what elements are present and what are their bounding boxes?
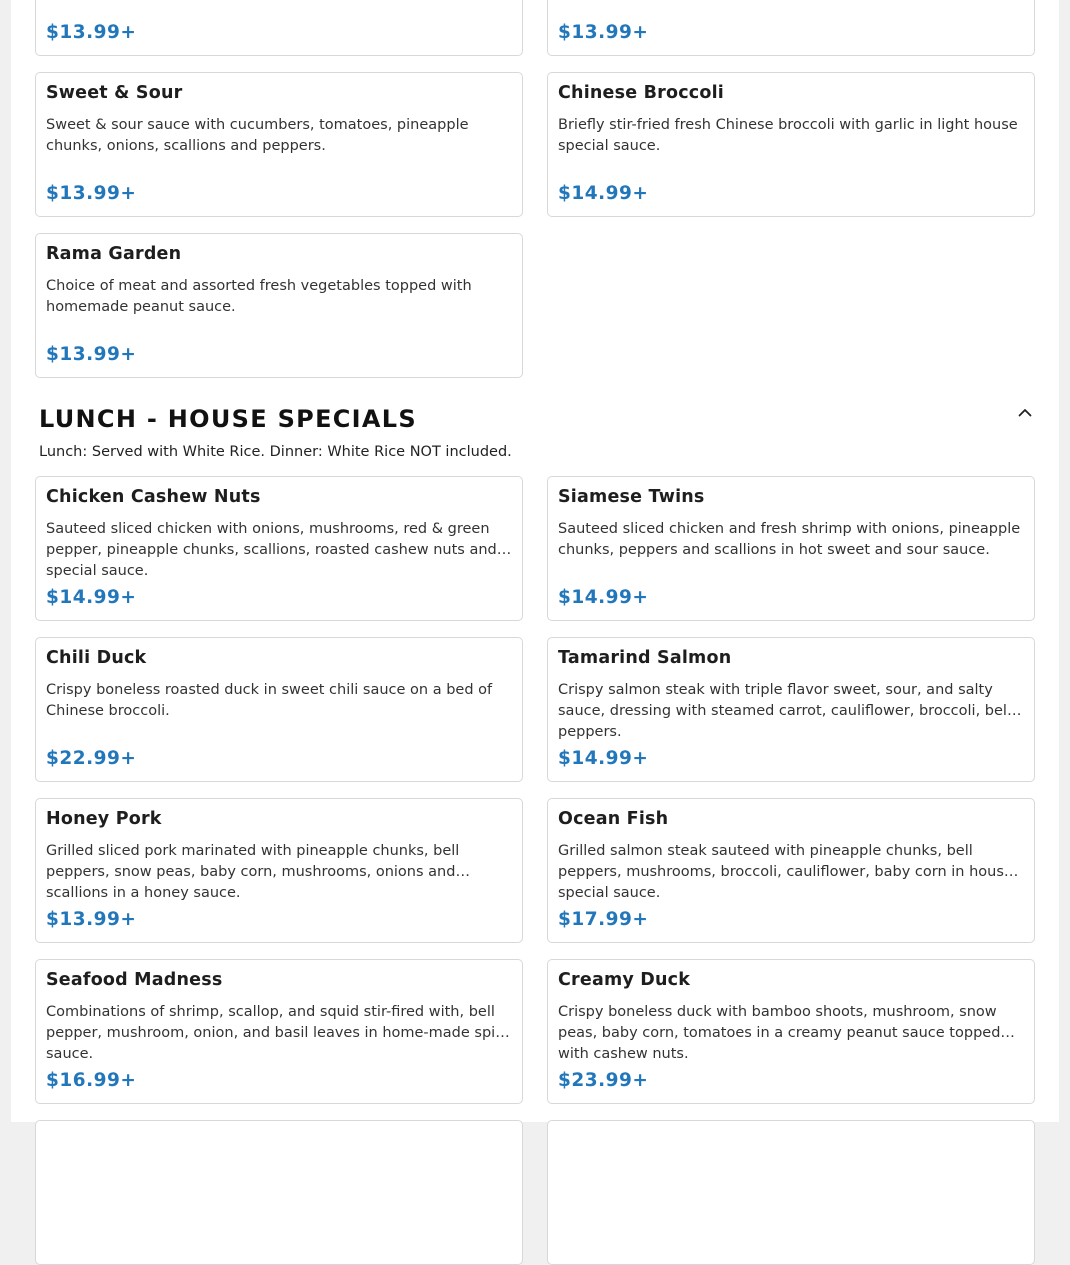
item-description: Grilled salmon steak sauteed with pineapple chunks, bell peppers, mushrooms, broccoli, cauliflower, baby corn in house special sauce.: [558, 843, 1013, 901]
item-price: $13.99+: [46, 909, 137, 930]
item-price: $14.99+: [558, 587, 649, 608]
item-name: Chili Duck: [46, 648, 147, 668]
menu-item-card[interactable]: [35, 233, 523, 378]
item-price: $17.99+: [558, 909, 649, 930]
menu-item-card[interactable]: [35, 798, 523, 943]
menu-item-card[interactable]: [35, 476, 523, 621]
menu-page: [11, 0, 1059, 1122]
menu-item-card[interactable]: [35, 637, 523, 782]
item-description: Combinations of shrimp, scallop, and squid stir-fired with, bell pepper, mushroom, onion, and basil leaves in home-made spicy sauce.: [46, 1004, 512, 1062]
item-description: Sweet & sour sauce with cucumbers, tomatoes, pineapple chunks, onions, scallions and peppers.: [46, 117, 469, 154]
section-note: Lunch: Served with White Rice. Dinner: White Rice NOT included.: [39, 444, 512, 460]
item-name: Ocean Fish: [558, 809, 669, 829]
item-description: [558, 1141, 1024, 1183]
item-name: Chicken Cashew Nuts: [46, 487, 261, 507]
item-description: Grilled sliced pork marinated with pineapple chunks, bell peppers, snow peas, baby corn, mushrooms, onions and scallions in a honey sauce.: [46, 843, 460, 901]
item-price: $13.99+: [46, 183, 137, 204]
item-price: $16.99+: [46, 1070, 137, 1091]
item-name: Creamy Duck: [558, 970, 691, 990]
item-name: Rama Garden: [46, 244, 182, 264]
item-name: Honey Pork: [46, 809, 162, 829]
menu-item-card[interactable]: [35, 72, 523, 217]
item-description: Crispy boneless duck with bamboo shoots, mushroom, snow peas, baby corn, tomatoes in a creamy peanut sauce topped with cashew nuts.: [558, 1004, 1001, 1062]
item-description: Sauteed sliced chicken with onions, mushrooms, red & green pepper, pineapple chunks, scallions, roasted cashew nuts and a special sauce.: [46, 521, 511, 579]
item-description: Crispy boneless roasted duck in sweet chili sauce on a bed of Chinese broccoli.: [46, 682, 493, 719]
menu-item-card[interactable]: [547, 637, 1035, 782]
item-price: $13.99+: [46, 22, 137, 43]
item-description: Briefly stir-fried fresh Chinese broccoli with garlic in light house special sauce.: [558, 117, 1018, 154]
previous-section-items: [35, 0, 1034, 378]
menu-item-card[interactable]: [547, 476, 1035, 621]
menu-item-card[interactable]: [547, 72, 1035, 217]
item-price: $14.99+: [558, 183, 649, 204]
item-name: Sweet & Sour: [46, 83, 183, 103]
item-description: [46, 1141, 512, 1183]
item-description: Sauteed sliced chicken and fresh shrimp with onions, pineapple chunks, peppers and scallions in hot sweet and sour sauce.: [558, 521, 1021, 558]
house-specials-items: [35, 476, 1034, 1265]
item-name: Siamese Twins: [558, 487, 705, 507]
item-price: $14.99+: [46, 587, 137, 608]
item-price: $13.99+: [46, 344, 137, 365]
menu-item-card[interactable]: [35, 959, 523, 1104]
item-description: Crispy salmon steak with triple flavor sweet, sour, and salty sauce, dressing with steamed carrot, cauliflower, broccoli, bell peppers.: [558, 682, 1011, 740]
item-price: $13.99+: [558, 22, 649, 43]
chevron-up-icon: [1018, 408, 1032, 417]
section-title: LUNCH - HOUSE SPECIALS: [39, 405, 417, 433]
menu-item-card[interactable]: [547, 959, 1035, 1104]
menu-item-card[interactable]: [35, 0, 523, 56]
item-price: $22.99+: [46, 748, 137, 769]
menu-item-card[interactable]: [35, 1120, 523, 1265]
item-name: Chinese Broccoli: [558, 83, 724, 103]
item-name: Tamarind Salmon: [558, 648, 732, 668]
item-description: Choice of meat and assorted fresh vegetables topped with homemade peanut sauce.: [46, 278, 472, 315]
section-collapse-button[interactable]: [1015, 402, 1035, 422]
menu-item-card[interactable]: [547, 1120, 1035, 1265]
menu-item-card[interactable]: [547, 798, 1035, 943]
item-price: $23.99+: [558, 1070, 649, 1091]
item-price: $14.99+: [558, 748, 649, 769]
menu-item-card[interactable]: [547, 0, 1035, 56]
item-name: Seafood Madness: [46, 970, 223, 990]
